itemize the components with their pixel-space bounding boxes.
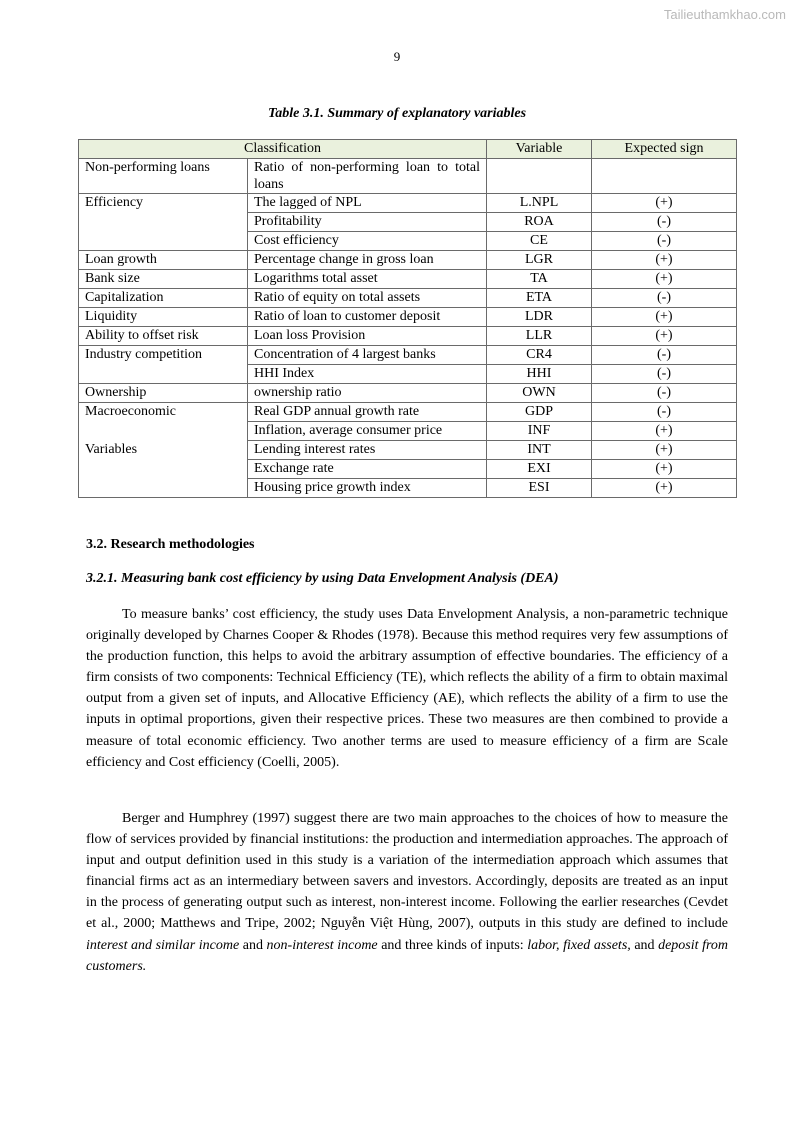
row-sign: (+) [592,441,737,460]
table-row [79,289,737,308]
row-variable: LGR [487,251,592,270]
row-description: Ratio of non-performing loan to total loans [248,159,487,194]
row-sign: (+) [592,270,737,289]
row-description: Housing price growth index [248,479,487,498]
table-row [79,159,737,194]
row-variable: L.NPL [487,194,592,213]
table-row [79,479,737,498]
row-variable: EXI [487,460,592,479]
table-row [79,384,737,403]
row-group: Capitalization [79,289,248,308]
subsection-heading: 3.2.1. Measuring bank cost efficiency by using Data Envelopment Analysis (DEA) [86,571,559,586]
row-sign: (-) [592,289,737,308]
row-variable: ETA [487,289,592,308]
section-heading: 3.2. Research methodologies [86,537,255,552]
row-group [79,213,248,232]
row-description: Ratio of equity on total assets [248,289,487,308]
row-group [79,232,248,251]
paragraph-text: and [242,937,263,953]
header-expected-sign: Expected sign [592,140,737,159]
row-variable: LDR [487,308,592,327]
row-sign [592,159,737,194]
table-row [79,213,737,232]
row-group: Non-performing loans [79,159,248,194]
table-row [79,441,737,460]
emphasis-text: non-interest income [266,937,378,953]
row-group: Loan growth [79,251,248,270]
table-row [79,327,737,346]
row-group: Ability to offset risk [79,327,248,346]
paragraph-text: Berger and Humphrey (1997) suggest there are two main approaches to the choices of how to measure the flow of services provided by financial institutions: the production and intermediation approaches. The approach of input and output definition used in this study is a variation of the intermediation approach which assumes that financial firms act as an intermediary between savers and investors. Accordingly, deposits are treated as an input in the process of generating output such as interest, non-interest income. Following the earlier researches (Cevdet et al., 2000; Matthews and Tripe, 2002; Nguyễn Việt Hùng, 2007), outputs in this study are defined to include [86,811,728,932]
row-description: The lagged of NPL [248,194,487,213]
table-header-row [79,140,737,159]
table-row [79,270,737,289]
table-row [79,365,737,384]
row-variable [487,159,592,194]
row-sign: (+) [592,327,737,346]
row-sign: (-) [592,384,737,403]
row-sign: (+) [592,422,737,441]
row-sign: (-) [592,346,737,365]
row-description: Lending interest rates [248,441,487,460]
row-group: Ownership [79,384,248,403]
table-row [79,308,737,327]
row-description: Cost efficiency [248,232,487,251]
row-description: Inflation, average consumer price [248,422,487,441]
row-group [79,479,248,498]
header-classification: Classification [79,140,487,159]
row-sign: (+) [592,251,737,270]
row-variable: CE [487,232,592,251]
row-group [79,422,248,441]
table-row [79,194,737,213]
table-caption: Table 3.1. Summary of explanatory variables [267,106,527,121]
table-row [79,422,737,441]
row-group: Macroeconomic [79,403,248,422]
row-description: Profitability [248,213,487,232]
emphasis-text: deposit from customers. [86,937,729,974]
row-variable: CR4 [487,346,592,365]
table-row [79,251,737,270]
row-sign: (-) [592,365,737,384]
row-variable: ROA [487,213,592,232]
table-row [79,403,737,422]
row-group [79,365,248,384]
row-sign: (+) [592,194,737,213]
row-description: Loan loss Provision [248,327,487,346]
row-sign: (+) [592,308,737,327]
row-description: Percentage change in gross loan [248,251,487,270]
paragraph-dea: To measure banks’ cost efficiency, the study uses Data Envelopment Analysis, a non-parametric technique originally developed by Charnes Cooper & Rhodes (1978). Because this method requires very few assumptions of the production function, this helps to avoid the arbitrary assumption of effective boundaries. The efficiency of a firm consists of two components: Technical Efficiency (TE), which reflects the ability of a firm to obtain maximal output from a given set of inputs, and Allocative Efficiency (AE), which reflects the ability of a firm to use the inputs in optimal proportions, given their respective prices. These two measures are then combined to provide a measure of total economic efficiency. Two another terms are used to measure efficiency of a firm are Scale efficiency and Cost efficiency (Coelli, 2005). [86,607,728,770]
page-number: 9 [393,49,401,64]
row-description: ownership ratio [248,384,487,403]
row-sign: (+) [592,460,737,479]
explanatory-variables-table [78,139,737,498]
row-variable: TA [487,270,592,289]
emphasis-text: interest and similar income [86,937,240,953]
paragraph-text: and [634,937,655,953]
row-description: Concentration of 4 largest banks [248,346,487,365]
row-group: Bank size [79,270,248,289]
row-description: HHI Index [248,365,487,384]
row-description: Real GDP annual growth rate [248,403,487,422]
row-variable: OWN [487,384,592,403]
row-description: Ratio of loan to customer deposit [248,308,487,327]
row-group: Variables [79,441,248,460]
row-variable: LLR [487,327,592,346]
row-sign: (+) [592,479,737,498]
emphasis-text: labor, fixed assets, [527,937,631,953]
row-variable: INT [487,441,592,460]
row-variable: INF [487,422,592,441]
row-variable: ESI [487,479,592,498]
row-variable: GDP [487,403,592,422]
paragraph-approaches [86,808,728,977]
row-sign: (-) [592,403,737,422]
watermark: Tailieuthamkhao.com [663,7,786,22]
row-description: Exchange rate [248,460,487,479]
row-group: Industry competition [79,346,248,365]
row-variable: HHI [487,365,592,384]
header-variable: Variable [487,140,592,159]
row-description: Logarithms total asset [248,270,487,289]
row-sign: (-) [592,232,737,251]
row-group: Liquidity [79,308,248,327]
table-row [79,346,737,365]
row-sign: (-) [592,213,737,232]
table-row [79,460,737,479]
row-group: Efficiency [79,194,248,213]
row-group [79,460,248,479]
table-row [79,232,737,251]
paragraph-text: and three kinds of inputs: [381,937,524,953]
